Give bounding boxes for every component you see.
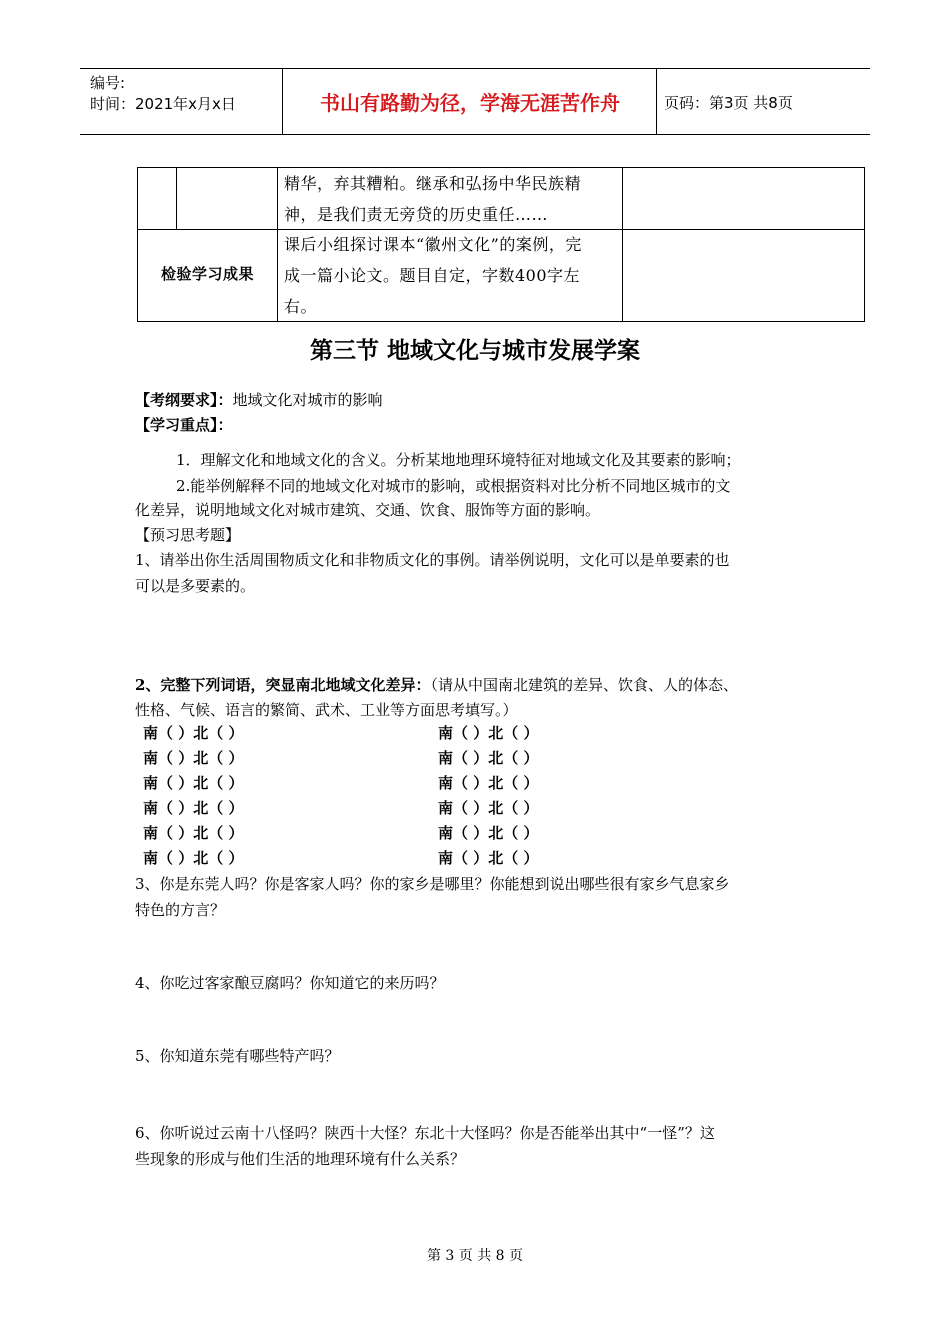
table-divider [176,168,177,229]
question-5: 5、你知道东莞有哪些特产吗？ [135,1047,340,1065]
table-divider [622,168,623,321]
key-points-colon: ： [217,416,233,434]
key-point-2-line2: 化差异，说明地域文化对城市建筑、交通、饮食、服饰等方面的影响。 [135,501,601,519]
blank-pair[interactable]: 南（ ）北（ ） [143,724,244,742]
blank-pair[interactable]: 南（ ）北（ ） [438,749,539,767]
question-6-line2: 些现象的形成与他们生活的地理环境有什么关系？ [135,1150,466,1168]
key-points-label: 【学习重点】 [135,416,218,434]
table-cell-line: 右。 [284,297,318,316]
key-point-2-line1: 2.能举例解释不同的地域文化对城市的影响，或根据资料对比分析不同地区城市的文 [176,477,731,495]
question-4: 4、你吃过客家酿豆腐吗？你知道它的来历吗？ [135,974,445,992]
question-3-line2: 特色的方言？ [135,901,226,919]
table-divider [277,168,278,321]
page-header [80,68,870,135]
question-2-prompt: 2、完整下列词语，突显南北地域文化差异： [135,676,431,694]
exam-req-text: 地域文化对城市的影响 [232,391,383,409]
blank-pair[interactable]: 南（ ）北（ ） [143,749,244,767]
time-label: 时间：2021年x月x日 [90,95,236,113]
preview-heading: 【预习思考题】 [135,526,241,544]
blank-pair[interactable]: 南（ ）北（ ） [143,849,244,867]
key-points-heading [135,412,233,438]
question-1-line2: 可以是多要素的。 [135,577,256,595]
question-1-line1: 1、请举出你生活周围物质文化和非物质文化的事例。请举例说明，文化可以是单要素的也 [135,551,730,569]
header-divider [656,69,657,134]
table-cell-line: 成一篇小论文。题目自定，字数400字左 [284,266,581,285]
table-cell-line: 课后小组探讨课本“徽州文化”的案例，完 [284,235,582,254]
table-cell-line: 神，是我们责无旁贷的历史重任…… [284,205,549,224]
question-2-line1 [135,672,738,698]
header-page-info: 页码：第3页 共8页 [664,94,793,112]
page-footer: 第 3 页 共 8 页 [426,1248,524,1264]
blank-pair[interactable]: 南（ ）北（ ） [143,774,244,792]
key-point-1: 1．理解文化和地域文化的含义。分析某地地理环境特征对地域文化及其要素的影响； [176,451,741,469]
table-row1-text [284,168,581,230]
header-motto: 书山有路勤为径，学海无涯苦作舟 [320,91,620,115]
exam-req-label: 【考纲要求】 [135,391,218,409]
blank-pair[interactable]: 南（ ）北（ ） [438,849,539,867]
lesson-table [137,167,865,322]
header-divider [282,69,283,134]
table-cell-line: 精华，弃其糟粕。继承和弘扬中华民族精 [284,174,582,193]
table-row2-text [284,229,582,322]
blank-pair[interactable]: 南（ ）北（ ） [438,774,539,792]
table-row2-label: 检验学习成果 [160,265,254,283]
header-meta [90,73,236,115]
blank-pair[interactable]: 南（ ）北（ ） [438,824,539,842]
blank-pair[interactable]: 南（ ）北（ ） [438,799,539,817]
blank-pair[interactable]: 南（ ）北（ ） [143,799,244,817]
question-6-line1: 6、你听说过云南十八怪吗？陕西十大怪？东北十大怪吗？你是否能举出其中“一怪”？这 [135,1124,715,1142]
number-label: 编号: [90,74,126,92]
question-2-line2: 性格、气候、语言的繁简、武术、工业等方面思考填写。） [135,701,518,719]
blank-pair[interactable]: 南（ ）北（ ） [438,724,539,742]
question-3-line1: 3、你是东莞人吗？你是客家人吗？你的家乡是哪里？你能想到说出哪些很有家乡气息家乡 [135,875,730,893]
question-2-hint: （请从中国南北建筑的差异、饮食、人的体态、 [430,676,738,694]
section-title: 第三节 地域文化与城市发展学案 [309,338,640,364]
exam-requirement [135,387,383,413]
exam-req-colon: ： [217,391,233,409]
blank-pair[interactable]: 南（ ）北（ ） [143,824,244,842]
